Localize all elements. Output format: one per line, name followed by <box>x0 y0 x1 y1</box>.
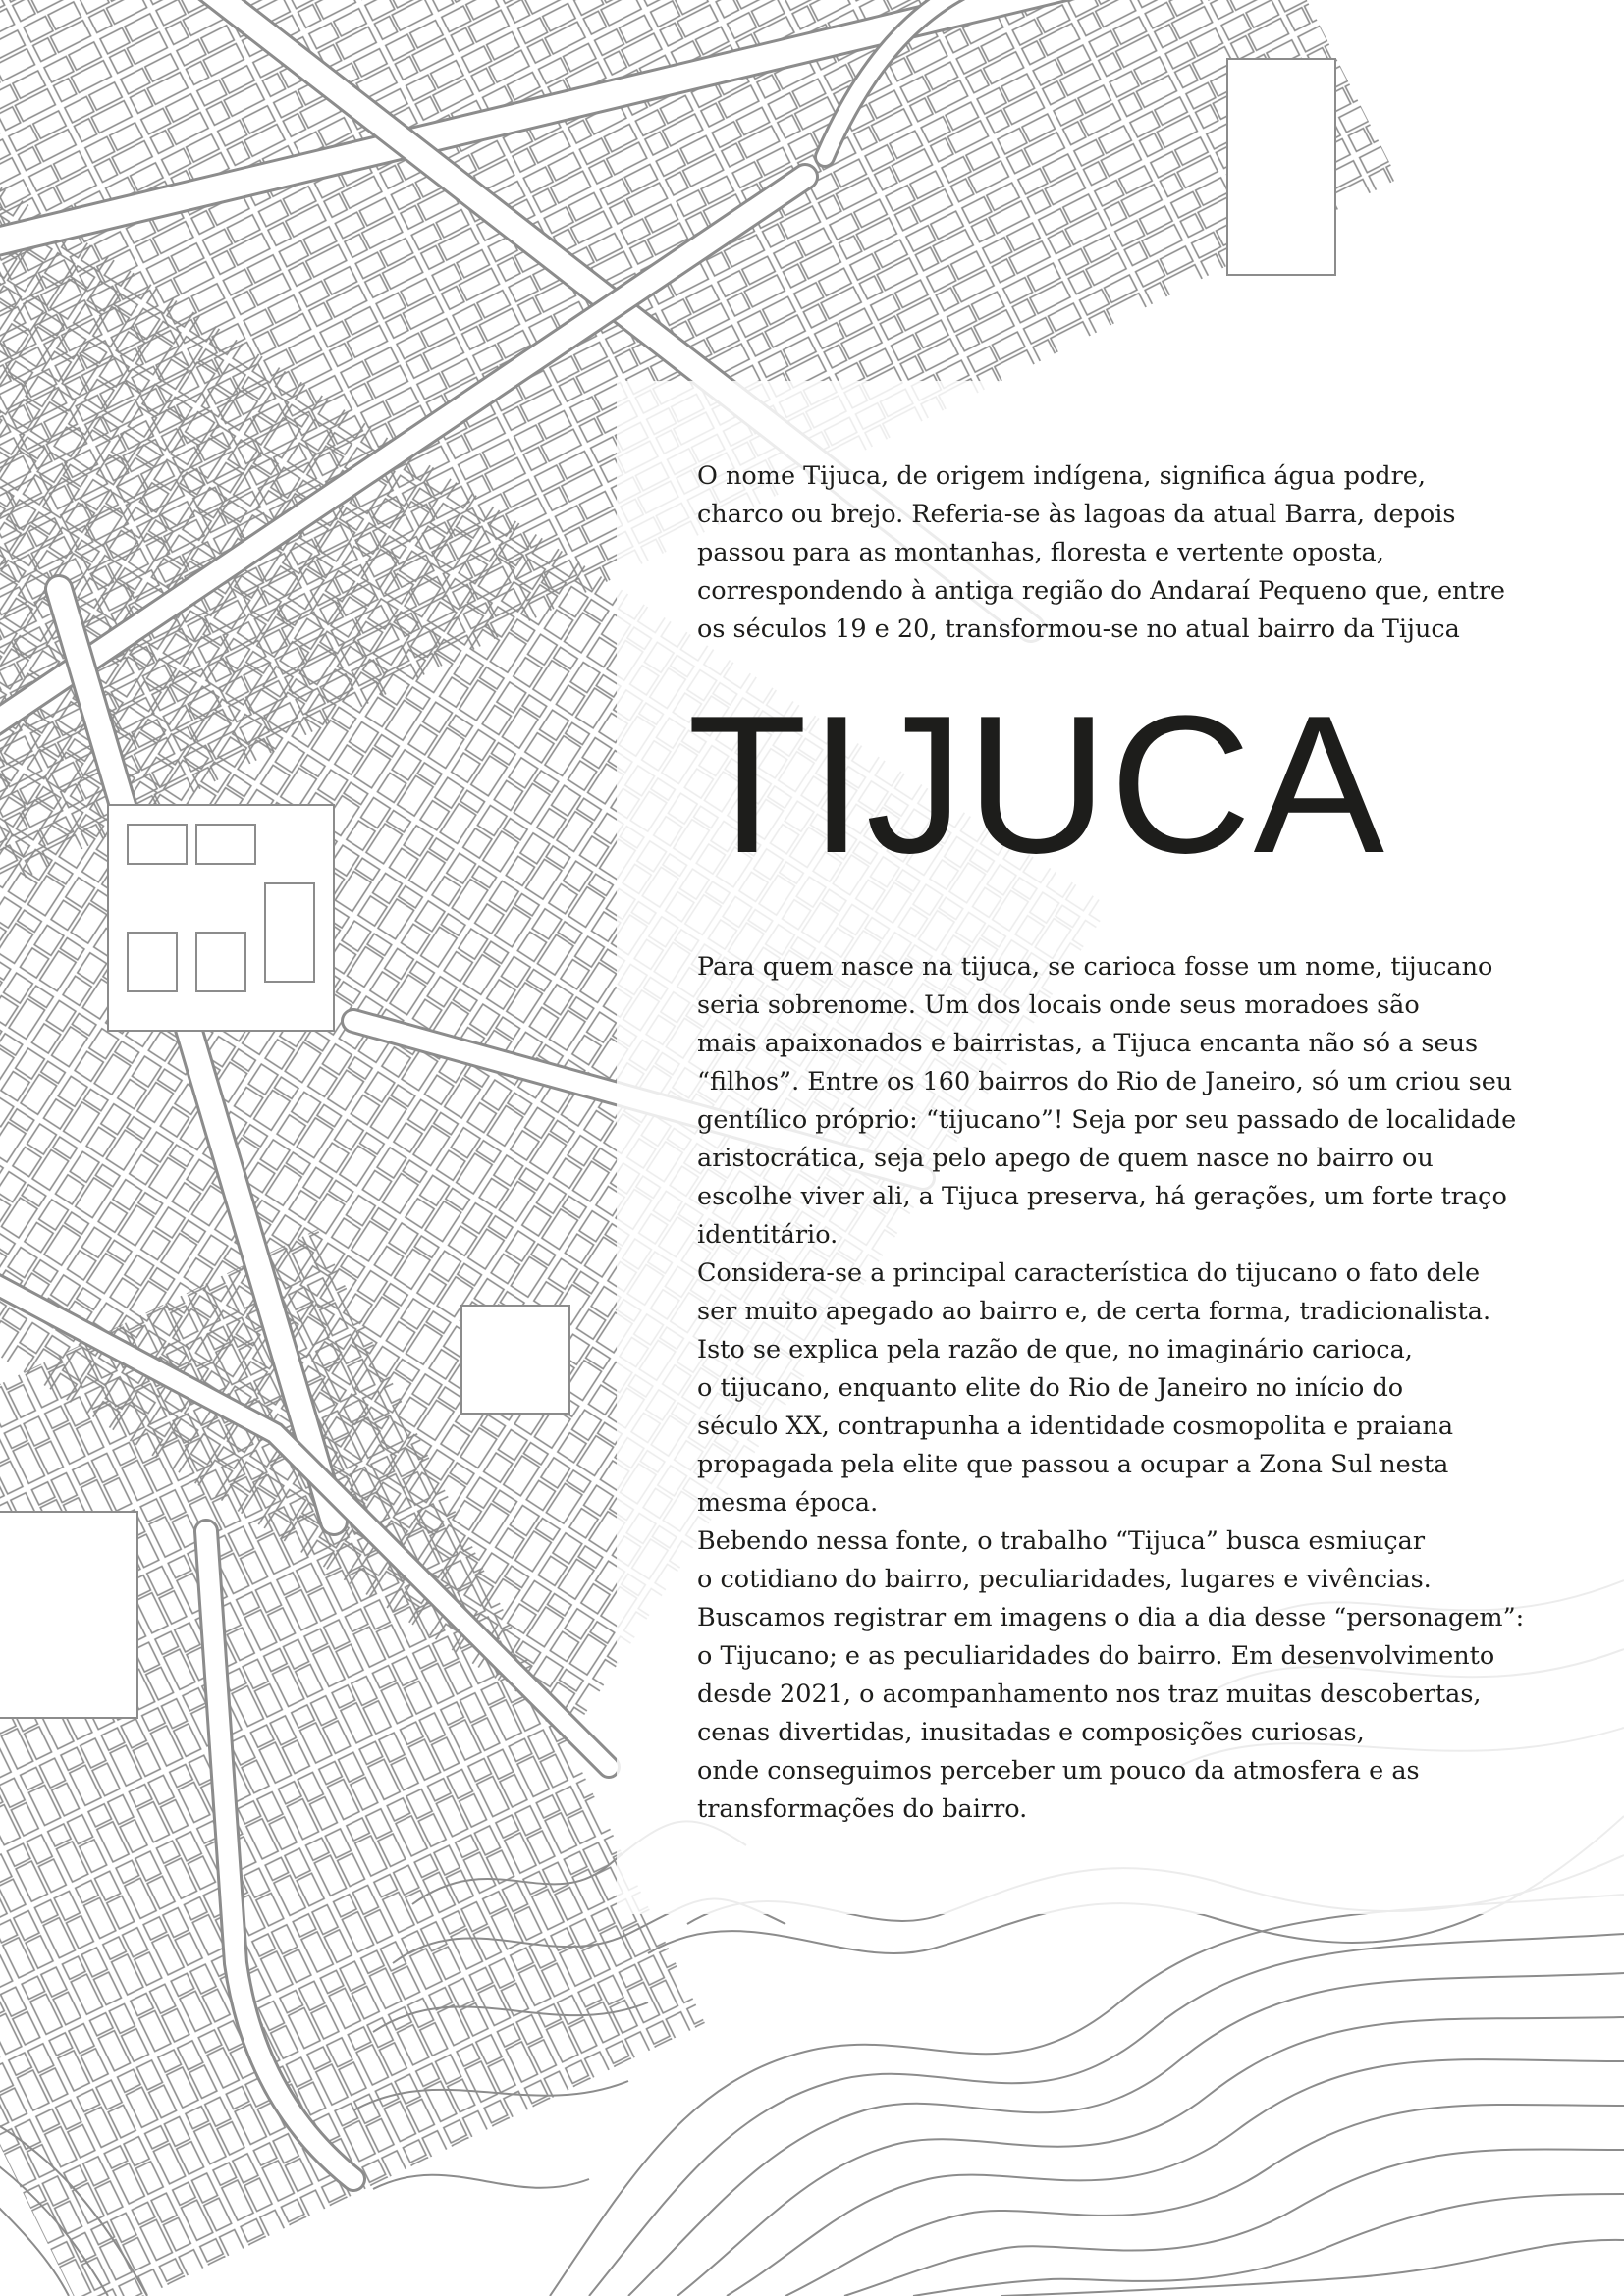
intro-line: O nome Tijuca, de origem indígena, significa água podre, <box>697 461 1426 491</box>
body-line: propagada pela elite que passou a ocupar a Zona Sul nesta <box>697 1450 1449 1479</box>
body-line: o tijucano, enquanto elite do Rio de Janeiro no início do <box>697 1373 1404 1403</box>
body-line: o Tijucano; e as peculiaridades do bairro. Em desenvolvimento <box>697 1641 1495 1671</box>
body-line: Considera-se a principal característica do tijucano o fato dele <box>697 1258 1481 1288</box>
body-line: mesma época. <box>697 1488 879 1518</box>
body-line: Isto se explica pela razão de que, no imaginário carioca, <box>697 1335 1413 1364</box>
body-paragraph <box>697 948 1561 1829</box>
body-line: ser muito apegado ao bairro e, de certa forma, tradicionalista. <box>697 1297 1491 1326</box>
body-line: cenas divertidas, inusitadas e composições curiosas, <box>697 1718 1365 1747</box>
intro-line: os séculos 19 e 20, transformou-se no atual bairro da Tijuca <box>697 614 1460 644</box>
intro-line: charco ou brejo. Referia-se às lagoas da atual Barra, depois <box>697 500 1456 529</box>
body-line: século XX, contrapunha a identidade cosmopolita e praiana <box>697 1412 1454 1441</box>
body-line: identitário. <box>697 1220 839 1250</box>
intro-line: correspondendo à antiga região do Andaraí Pequeno que, entre <box>697 576 1506 606</box>
intro-line: passou para as montanhas, floresta e vertente oposta, <box>697 538 1384 567</box>
body-line: Buscamos registrar em imagens o dia a dia desse “personagem”: <box>697 1603 1525 1632</box>
body-line: escolhe viver ali, a Tijuca preserva, há gerações, um forte traço <box>697 1182 1507 1211</box>
body-line: Bebendo nessa fonte, o trabalho “Tijuca” busca esmiuçar <box>697 1526 1426 1556</box>
body-line: Para quem nasce na tijuca, se carioca fosse um nome, tijucano <box>697 952 1493 982</box>
body-line: mais apaixonados e bairristas, a Tijuca encanta não só a seus <box>697 1029 1479 1058</box>
body-line: o cotidiano do bairro, peculiaridades, lugares e vivências. <box>697 1565 1432 1594</box>
body-line: onde conseguimos perceber um pouco da atmosfera e as <box>697 1756 1420 1786</box>
body-line: “filhos”. Entre os 160 bairros do Rio de Janeiro, só um criou seu <box>697 1067 1513 1096</box>
body-line: aristocrática, seja pelo apego de quem nasce no bairro ou <box>697 1144 1434 1173</box>
body-line: desde 2021, o acompanhamento nos traz muitas descobertas, <box>697 1680 1482 1709</box>
body-line: transformações do bairro. <box>697 1794 1028 1824</box>
page-title: TIJUCA <box>687 675 1386 894</box>
body-line: seria sobrenome. Um dos locais onde seus moradoes são <box>697 990 1420 1020</box>
body-line: gentílico próprio: “tijucano”! Seja por seu passado de localidade <box>697 1105 1517 1135</box>
intro-paragraph <box>697 457 1561 649</box>
